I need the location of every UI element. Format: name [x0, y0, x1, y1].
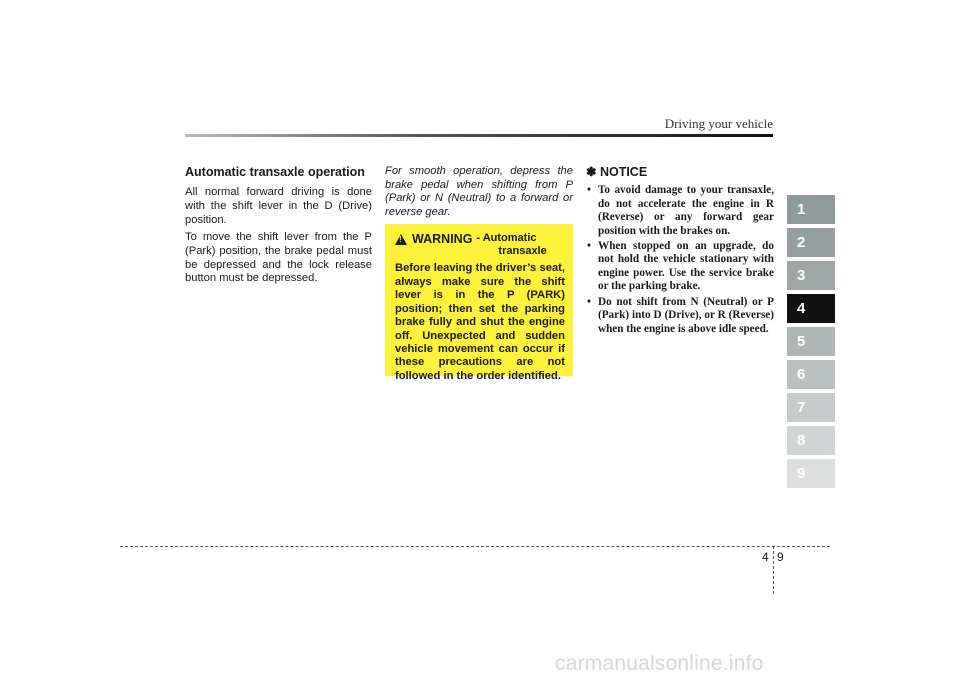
section-title: Driving your vehicle [664, 116, 773, 131]
section-heading: Automatic transaxle operation [185, 165, 365, 179]
chapter-tab-3[interactable]: 3 [787, 261, 835, 290]
notice-list [586, 184, 774, 336]
chapter-number: 4 [762, 550, 769, 564]
right-column [586, 165, 774, 338]
notice-item: • To avoid damage to your transaxle, do not accelerate the engine in R (Reverse) or any forward gear position with the brakes on. [586, 184, 774, 238]
notice-item: • When stopped on an upgrade, do not hold the vehicle stationary with engine power. Use the service brake or the parking brake. [586, 240, 774, 294]
paragraph-shift-lever: To move the shift lever from the P (Park) position, the brake pedal must be depressed and the lock release button must be depressed. [185, 231, 372, 285]
warning-header [395, 232, 565, 258]
header-rule [185, 134, 773, 137]
watermark: carmanualsonline.info [555, 652, 764, 675]
chapter-tab-8[interactable]: 8 [787, 426, 835, 455]
warning-text: Before leaving the driver’s seat, always make sure the shift lever is in the P (PARK) position; then set the parking brake fully and shut the engine off. Unexpected and sudden vehicle movement can occur if these precautions are not followed in the order identified. [395, 262, 565, 382]
warning-subtitle-line2: transaxle [498, 245, 547, 258]
chapter-tab-1[interactable]: 1 [787, 195, 835, 224]
warning-title: WARNING [412, 232, 473, 246]
chapter-tab-7[interactable]: 7 [787, 393, 835, 422]
chapter-tab-2[interactable]: 2 [787, 228, 835, 257]
warning-subtitle-line1: - Automatic [476, 232, 537, 244]
chapter-tab-6[interactable]: 6 [787, 360, 835, 389]
warning-subtitle [476, 232, 546, 258]
smooth-operation-note: For smooth operation, depress the brake pedal when shifting from P (Park) or N (Neutral) to a forward or reverse gear. [385, 165, 573, 218]
footer-divider [773, 546, 774, 594]
footer-rule [120, 546, 830, 547]
chapter-tab-4[interactable]: 4 [787, 294, 835, 323]
notice-item: • Do not shift from N (Neutral) or P (Park) into D (Drive), or R (Reverse) when the engine is above idle speed. [586, 296, 774, 336]
middle-column [385, 165, 573, 220]
chapter-tab-9[interactable]: 9 [787, 459, 835, 488]
paragraph-drive: All normal forward driving is done with the shift lever in the D (Drive) position. [185, 186, 372, 226]
chapter-tabs [787, 195, 835, 492]
notice-heading: ✽ NOTICE [586, 165, 648, 179]
warning-box [385, 224, 573, 382]
page-number: 9 [777, 550, 784, 564]
chapter-tab-5[interactable]: 5 [787, 327, 835, 356]
left-column [185, 165, 372, 290]
warning-triangle-icon [395, 234, 407, 245]
